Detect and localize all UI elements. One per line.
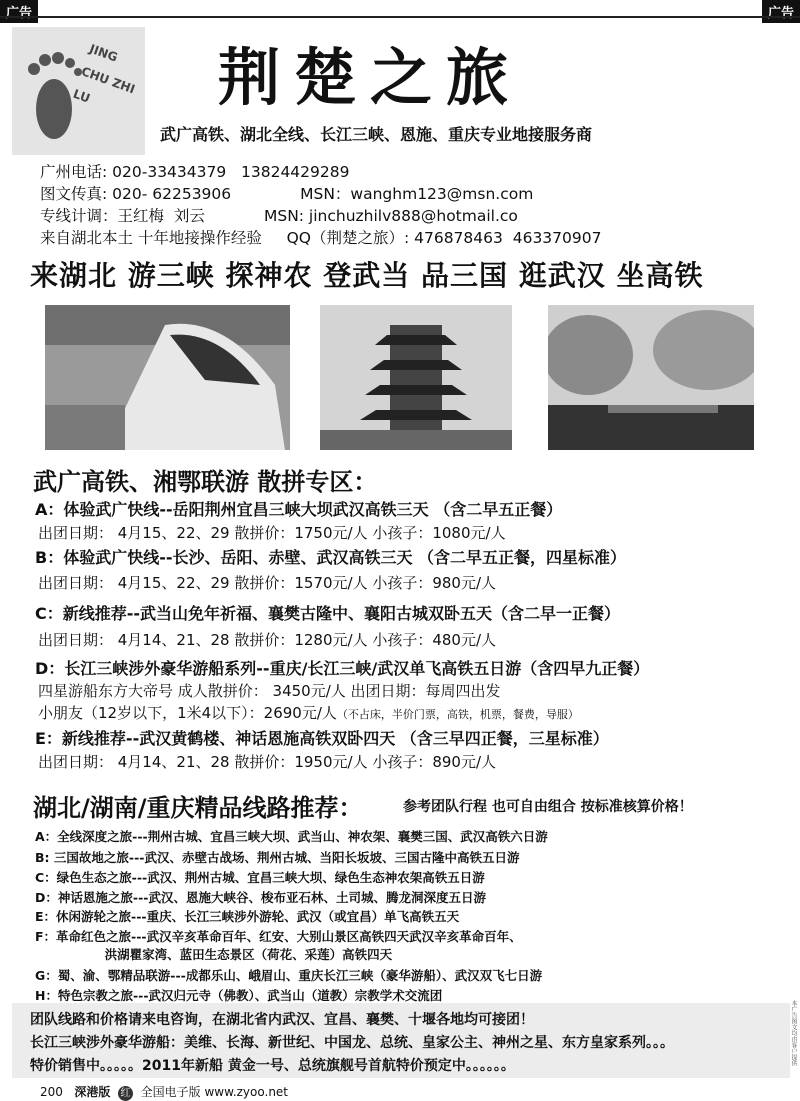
route-b-line-1: 出团日期： 4月15、22、29 散拼价：1570元/人 小孩子：980元/人 [38, 574, 497, 592]
photo-yellow-crane-tower [320, 305, 512, 450]
route-e-title: E：新线推荐--武汉黄鹤楼、神话恩施高铁双卧四天 （含三早四正餐，三星标准） [35, 729, 609, 748]
rec-item-d: D：神话恩施之旅---武汉、恩施大峡谷、梭布亚石林、土司城、腾龙洞深度五日游 [35, 890, 486, 905]
bottom-line-2: 长江三峡涉外豪华游船：美维、长海、新世纪、中国龙、总统、皇家公主、神州之星、东方皇家系列。。。 [30, 1035, 674, 1051]
rec-item-a: A：全线深度之旅---荆州古城、宜昌三峡大坝、武当山、神农架、襄樊三国、武汉高铁六日游 [35, 829, 548, 844]
section-recommend-note: 参考团队行程 也可自由组合 按标准核算价格！ [403, 799, 693, 815]
rec-item-h: H：特色宗教之旅---武汉归元寺（佛教）、武当山（道教）宗教学术交流团 [35, 988, 443, 1003]
subtitle: 武广高铁、湖北全线、长江三峡、恩施、重庆专业地接服务商 [160, 125, 593, 144]
route-c-title: C：新线推荐--武当山免年祈福、襄樊古隆中、襄阳古城双卧五天（含二早一正餐） [35, 604, 621, 623]
footer [40, 1083, 288, 1101]
logo-text: JING CHU ZHI LU [71, 41, 137, 106]
route-a-title: A：体验武广快线--岳阳荆州宜昌三峡大坝武汉高铁三天 （含二早五正餐） [35, 500, 563, 519]
bottom-line-1: 团队线路和价格请来电咨询，在湖北省内武汉、宜昌、襄樊、十堰各地均可接团！ [30, 1012, 534, 1028]
top-rule [0, 16, 800, 18]
contact-qq: 来自湖北本土 十年地接操作经验 QQ（荆楚之旅）: 476878463 463370907 [40, 229, 602, 247]
rec-item-e: E：休闲游轮之旅---重庆、长江三峡涉外游轮、武汉（或宜昌）单飞高铁五天 [35, 909, 460, 924]
photo-cherry-blossom-lake [548, 305, 754, 450]
route-d-title: D：长江三峡涉外豪华游船系列--重庆/长江三峡/武汉单飞高铁五日游（含四早九正餐） [35, 659, 650, 678]
contact-fax: 图文传真: 020- 62253906 MSN：wanghm123@msn.com [40, 185, 534, 203]
rec-item-b: B: 三国故地之旅---武汉、赤壁古战场、荆州古城、当阳长坂坡、三国古隆中高铁五日游 [35, 850, 520, 865]
rec-item-f: F：革命红色之旅---武汉辛亥革命百年、红安、大别山景区高铁四天武汉辛亥革命百年、 [35, 929, 522, 944]
side-disclaimer: 本广告图文均由客户提供 [790, 1000, 797, 1066]
slogan: 来湖北 游三峡 探神农 登武当 品三国 逛武汉 坐高铁 [30, 259, 704, 292]
route-b-title: B：体验武广快线--长沙、岳阳、赤壁、武汉高铁三天 （含二早五正餐，四星标准） [35, 548, 627, 567]
bottom-line-3: 特价销售中。。。。。2011年新船 黄金一号、总统旗舰号首航特价预定中。。。。。。 [30, 1058, 515, 1074]
logo [12, 27, 145, 155]
section-title-recommend: 湖北/湖南/重庆精品线路推荐： [33, 794, 363, 822]
route-e-line-1: 出团日期： 4月14、21、28 散拼价：1950元/人 小孩子：890元/人 [38, 753, 497, 771]
photo-high-speed-train [45, 305, 290, 450]
route-d-line-1: 四星游船东方大帝号 成人散拼价： 3450元/人 出团日期：每周四出发 [38, 682, 501, 700]
route-a-line-1: 出团日期： 4月15、22、29 散拼价：1750元/人 小孩子：1080元/人 [38, 524, 506, 542]
section-title-high-speed: 武广高铁、湘鄂联游 散拼专区： [33, 468, 378, 496]
website: 全国电子版 www.zyoo.net [140, 1085, 289, 1099]
page-number: 200 [40, 1085, 63, 1099]
route-c-line-1: 出团日期： 4月14、21、28 散拼价：1280元/人 小孩子：480元/人 [38, 631, 497, 649]
ad-label-left: 广告 [0, 0, 38, 23]
route-d-line-2 [38, 702, 579, 723]
rec-item-f-cont: 洪湖瞿家湾、蓝田生态景区（荷花、采莲）高铁四天 [35, 947, 393, 962]
rec-item-c: C：绿色生态之旅---武汉、荆州古城、宜昌三峡大坝、绿色生态神农架高铁五日游 [35, 870, 485, 885]
route-d-note: （不占床，半价门票，高铁，机票，餐费，导服） [336, 708, 579, 721]
route-d-child-price: 小朋友（12岁以下，1米4以下）：2690元/人 [38, 704, 337, 722]
bottom-info-box [12, 1003, 790, 1078]
edition-name: 深港版 [74, 1085, 111, 1099]
ad-label-right: 广告 [762, 0, 800, 23]
contact-phone: 广州电话: 020-33434379 13824429289 [40, 163, 350, 181]
contact-planner: 专线计调：王红梅 刘云 MSN: jinchuzhilv888@hotmail.co [40, 207, 518, 225]
edition-badge: 红 [118, 1086, 133, 1101]
rec-item-g: G：蜀、渝、鄂精品联游---成都乐山、峨眉山、重庆长江三峡（豪华游船）、武汉双飞七日游 [35, 968, 543, 983]
page-title: 荆楚之旅 [218, 41, 523, 114]
